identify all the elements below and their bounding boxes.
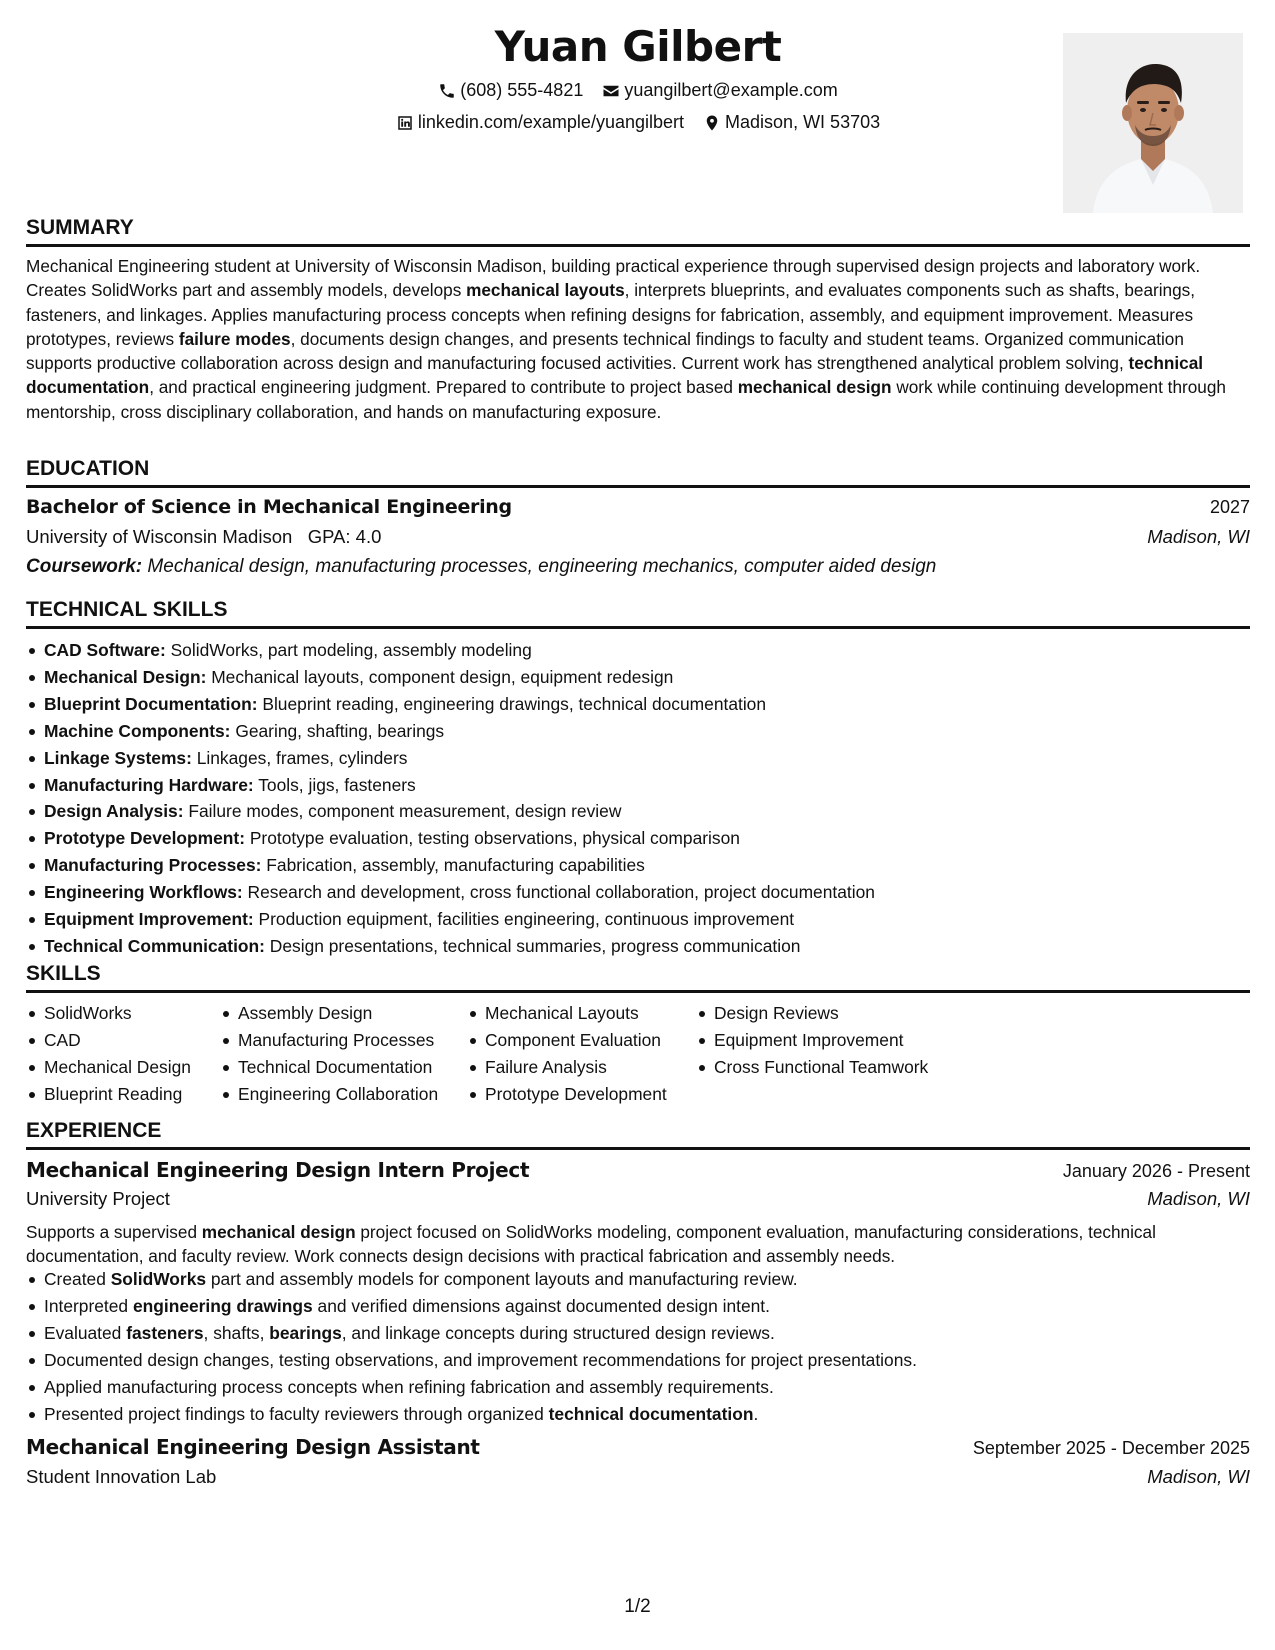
section-title-summary: SUMMARY — [26, 216, 1250, 247]
technical-skill-text: SolidWorks, part modeling, assembly modeling — [165, 640, 532, 660]
technical-skill-label: Mechanical Design: — [44, 666, 207, 687]
technical-skill-text: Research and development, cross functional collaboration, project documentation — [242, 882, 875, 903]
technical-skills-list — [26, 637, 1250, 960]
graduation-year: 2027 — [1209, 497, 1250, 517]
job-1-header — [26, 1158, 1250, 1182]
technical-skill-label: Blueprint Documentation: — [44, 693, 258, 714]
summary-text: Mechanical Engineering student at University of Wisconsin Madison, building practical experience through supervised design projects and laboratory work. Creates SolidWorks part and assembly models, develops mechanical layouts, interprets blueprints, and evaluates components such as shafts, bearings, fasteners, and linkages. Applies manufacturing process concepts when refining designs for fabrication, assembly, and equipment improvement. Measures prototypes, reviews failure modes, documents design changes, and presents technical findings to faculty and student teams. Organized communication supports productive collaboration across design and manufacturing focused activities. Current work has strengthened analytical problem solving, technical documentation, and practical engineering judgment. Prepared to contribute to project based mechanical design work while continuing development through mentorship, cross disciplinary collaboration, and hands on manufacturing exposure. — [26, 256, 1226, 422]
technical-skill-label: Equipment Improvement: — [44, 909, 254, 930]
location-text: Madison, WI 53703 — [725, 112, 881, 132]
technical-skill-item — [26, 879, 1250, 906]
job-2-role: Mechanical Engineering Design Assistant — [26, 1435, 480, 1459]
skill-item: Blueprint Reading — [26, 1081, 191, 1108]
phone-text: (608) 555-4821 — [460, 80, 584, 100]
skill-item: Prototype Development — [467, 1081, 667, 1108]
job-1-bullets — [26, 1266, 1250, 1427]
technical-skill-label: Manufacturing Processes: — [44, 855, 262, 876]
page-number: 1/2 — [624, 1596, 651, 1617]
email-text: yuangilbert@example.com — [624, 80, 838, 100]
job-bullet: Presented project findings to faculty reviewers through organized technical documentation. — [26, 1401, 1250, 1428]
school-location: Madison, WI — [1147, 526, 1250, 547]
coursework-text: Mechanical design, manufacturing processes, engineering mechanics, computer aided design — [147, 556, 937, 577]
technical-skill-text: Blueprint reading, engineering drawings, technical documentation — [257, 693, 767, 714]
skill-item: Failure Analysis — [467, 1054, 667, 1081]
skill-item: Equipment Improvement — [696, 1027, 928, 1054]
job-1-dates: January 2026 - Present — [1062, 1161, 1250, 1181]
candidate-name: Yuan Gilbert — [494, 22, 782, 71]
section-title-skills: SKILLS — [26, 962, 1250, 993]
skill-item: Design Reviews — [696, 1000, 928, 1027]
education-degree-row — [26, 496, 1250, 518]
linkedin-text: linkedin.com/example/yuangilbert — [417, 112, 685, 132]
technical-skill-item — [26, 798, 1250, 825]
job-2-dates: September 2025 - December 2025 — [972, 1438, 1250, 1458]
education-school-row — [26, 526, 1250, 548]
skills-column — [467, 1000, 667, 1108]
location-pin-icon — [703, 114, 721, 132]
skills-column — [26, 1000, 191, 1108]
job-2-org-row — [26, 1466, 1250, 1488]
skill-item: CAD — [26, 1027, 191, 1054]
job-2-org: Student Innovation Lab — [26, 1466, 217, 1487]
coursework-line — [26, 556, 1250, 578]
technical-skill-item — [26, 852, 1250, 879]
contact-linkedin[interactable] — [396, 112, 684, 133]
gpa: GPA: 4.0 — [307, 526, 382, 547]
job-1-role: Mechanical Engineering Design Intern Project — [26, 1158, 530, 1182]
technical-skill-label: Design Analysis: — [44, 801, 184, 822]
technical-skill-label: Machine Components: — [44, 720, 231, 741]
technical-skill-item — [26, 933, 1250, 960]
coursework-label: Coursework: — [26, 556, 143, 577]
technical-skill-text: Tools, jigs, fasteners — [253, 774, 416, 795]
technical-skill-label: Linkage Systems: — [44, 747, 192, 768]
technical-skill-label: Technical Communication: — [44, 935, 265, 956]
school-name: University of Wisconsin Madison — [26, 526, 293, 547]
technical-skill-text: Failure modes, component measurement, design review — [183, 801, 622, 822]
technical-skill-item — [26, 772, 1250, 799]
skill-item: Component Evaluation — [467, 1027, 667, 1054]
skill-item: Mechanical Layouts — [467, 1000, 667, 1027]
degree-title: Bachelor of Science in Mechanical Engineering — [26, 496, 512, 518]
job-1-location: Madison, WI — [1147, 1188, 1250, 1209]
skill-item: Cross Functional Teamwork — [696, 1054, 928, 1081]
technical-skill-label: Manufacturing Hardware: — [44, 774, 254, 795]
contact-email[interactable] — [602, 80, 837, 101]
job-bullet: Applied manufacturing process concepts when refining fabrication and assembly requirements. — [26, 1374, 1250, 1401]
technical-skill-text: Gearing, shafting, bearings — [230, 720, 445, 741]
technical-skill-text: Linkages, frames, cylinders — [191, 747, 408, 768]
linkedin-icon — [396, 114, 414, 132]
technical-skill-item — [26, 691, 1250, 718]
section-title-technical-skills: TECHNICAL SKILLS — [26, 598, 1250, 629]
technical-skill-item — [26, 637, 1250, 664]
technical-skill-item — [26, 825, 1250, 852]
technical-skill-label: Prototype Development: — [44, 828, 245, 849]
technical-skill-text: Production equipment, facilities engineering, continuous improvement — [253, 909, 795, 930]
skill-item: Mechanical Design — [26, 1054, 191, 1081]
technical-skill-item — [26, 718, 1250, 745]
technical-skill-item — [26, 906, 1250, 933]
technical-skill-text: Mechanical layouts, component design, equipment redesign — [206, 666, 674, 687]
technical-skill-label: Engineering Workflows: — [44, 882, 243, 903]
technical-skill-text: Design presentations, technical summaries, progress communication — [264, 935, 801, 956]
job-1-org: University Project — [26, 1188, 170, 1209]
skills-column — [696, 1000, 928, 1081]
skill-item: Engineering Collaboration — [220, 1081, 438, 1108]
contact-location — [703, 112, 880, 133]
skill-item: SolidWorks — [26, 1000, 191, 1027]
skill-item: Technical Documentation — [220, 1054, 438, 1081]
contact-phone[interactable] — [438, 80, 583, 101]
skill-item: Assembly Design — [220, 1000, 438, 1027]
profile-photo — [1063, 33, 1243, 213]
job-bullet: Documented design changes, testing observations, and improvement recommendations for project presentations. — [26, 1347, 1250, 1374]
section-title-education: EDUCATION — [26, 457, 1250, 488]
job-bullet: Created SolidWorks part and assembly models for component layouts and manufacturing review. — [26, 1266, 1250, 1293]
job-bullet: Evaluated fasteners, shafts, bearings, and linkage concepts during structured design reviews. — [26, 1320, 1250, 1347]
resume-header — [26, 20, 1250, 210]
technical-skill-item — [26, 745, 1250, 772]
job-2-header — [26, 1435, 1250, 1459]
technical-skill-text: Prototype evaluation, testing observations, physical comparison — [245, 828, 740, 849]
profile-photo-illustration — [1063, 33, 1243, 213]
school-line — [26, 526, 381, 548]
skills-column — [220, 1000, 438, 1108]
skill-item: Manufacturing Processes — [220, 1027, 438, 1054]
skills-grid — [26, 1000, 1250, 1110]
job-bullet: Interpreted engineering drawings and verified dimensions against documented design intent. — [26, 1293, 1250, 1320]
technical-skill-item — [26, 664, 1250, 691]
job-2-location: Madison, WI — [1147, 1466, 1250, 1487]
technical-skill-label: CAD Software: — [44, 640, 166, 660]
section-title-experience: EXPERIENCE — [26, 1119, 1250, 1150]
job-1-org-row — [26, 1188, 1250, 1210]
technical-skill-text: Fabrication, assembly, manufacturing capabilities — [261, 855, 645, 876]
email-icon — [602, 82, 620, 100]
phone-icon — [438, 82, 456, 100]
job-1-description: Supports a supervised mechanical design project focused on SolidWorks modeling, component evaluation, manufacturing considerations, technical documentation, and faculty review. Work connects design decisions with practical fabrication and assembly needs. — [26, 1222, 1156, 1267]
